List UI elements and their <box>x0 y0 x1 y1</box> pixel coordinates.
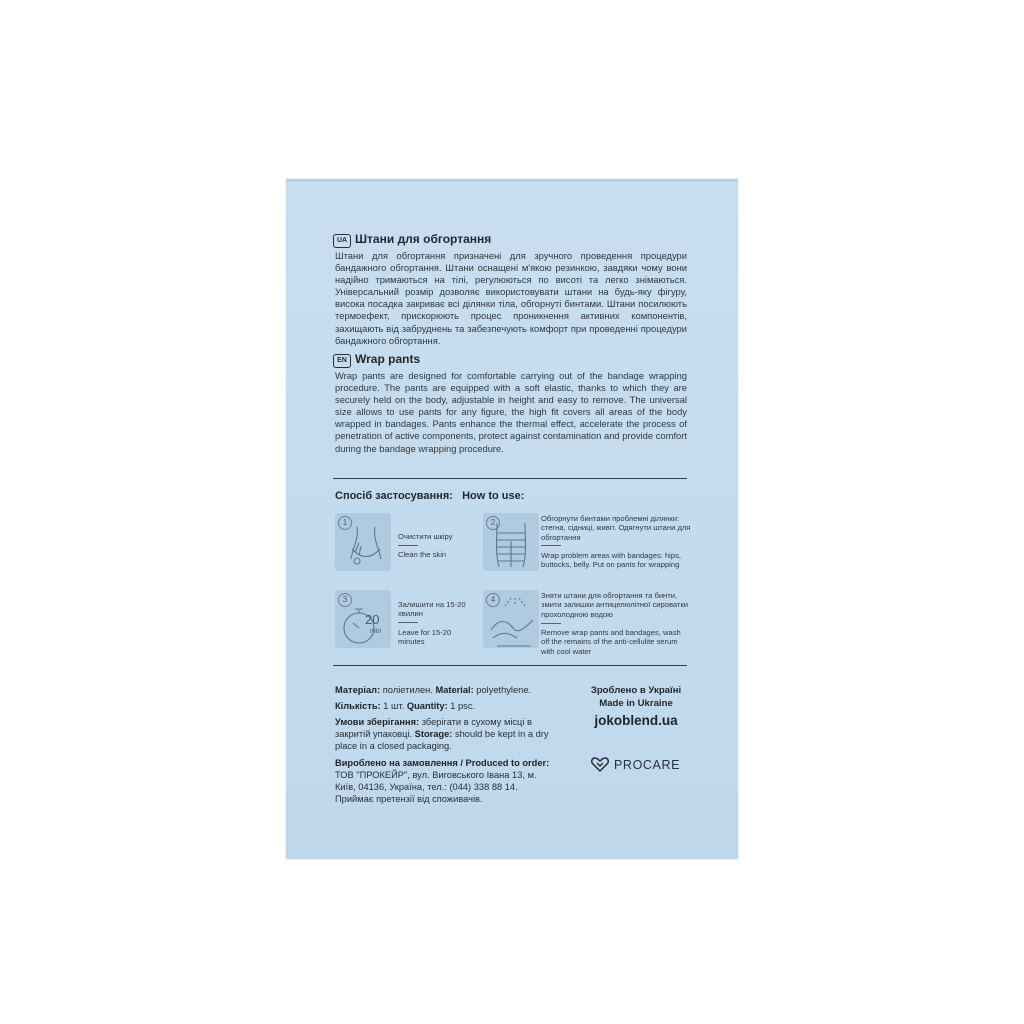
procare-brand <box>590 757 680 773</box>
brand-name: PROCARE <box>614 758 681 772</box>
ua-description: Штани для обгортання призначені для зручного проведення процедури бандажного обгортання. Штани оснащені м'якою резинкою, завдяки чому вони надійно тримаються на тілі, регулюються по висоті та легко знімаються. Універсальний розмір дозволяє використовувати штани на будь-яку фігуру, висока посадка закриває всі ділянки тіла, обгорнуті бинтами. Штани посилюють термоефект, прискорюють процес проникнення активних компонентів, захищають від забруднень та забезпечують комфорт при проведенні процедури бандажного обгортання. <box>335 250 687 346</box>
step-4-ua: Зняти штани для обгортання та бинти, змити залишки антицелюлітної сироватки прохолодною водою <box>541 591 689 619</box>
ua-badge: UA <box>333 234 351 248</box>
en-description: Wrap pants are designed for comfortable carrying out of the bandage wrapping procedure. The pants are equipped with a soft elastic, thanks to which they are securely held on the body, adjustable in height and easy to remove. The universal size allows to use pants for any figure, the high fit covers all areas of the body wrapped in bandages. Pants enhance the thermal effect, accelerate the process of penetration of active components, protect against contamination and provide comfort during the bandage wrapping procedure. <box>335 370 687 454</box>
step-4-icon: 4 <box>483 590 539 648</box>
producer-info: Вироблено на замовлення / Produced to order: ТОВ "ПРОКЕЙР", вул. Виговського Івана 13, м. Київ, 04136, Україна, тел.: (044) 338 88 14. Приймає претензії від споживачів. <box>335 758 550 805</box>
step-1-ua: Очистити шкіру <box>398 532 453 541</box>
made-in-ukraine-ua: Зроблено в Україні <box>590 685 682 696</box>
step-2-rule <box>541 545 561 546</box>
ua-title: Штани для обгортання <box>355 232 492 246</box>
step-2-en: Wrap problem areas with bandages: hips, buttocks, belly. Put on pants for wrapping <box>541 551 681 570</box>
step-3-en: Leave for 15-20 minutes <box>398 628 452 647</box>
step-3-rule <box>398 622 418 623</box>
step-2-ua: Обгорнути бинтами проблемні ділянки: стегна, сідниці, живіт. Одягнути штани для обгортання <box>541 514 691 542</box>
step-3-icon: 3 20 min <box>335 590 391 648</box>
step-4-en: Remove wrap pants and bandages, wash off the remains of the anti-cellulite serum with cool water <box>541 628 681 656</box>
step-1-rule <box>398 545 418 546</box>
step-2-icon: 2 <box>483 513 539 571</box>
made-in-ukraine-en: Made in Ukraine <box>599 698 673 709</box>
timer-unit: min <box>370 628 382 635</box>
website-url: jokoblend.ua <box>594 713 678 728</box>
how-to-use-heading: Спосіб застосування: How to use: <box>335 490 525 502</box>
quantity-info: Кількість: 1 шт. Quantity: 1 psc. <box>335 701 476 711</box>
divider-2 <box>333 665 687 666</box>
en-badge: EN <box>333 354 351 368</box>
step-3-ua: Залишити на 15-20 хвилин <box>398 600 466 619</box>
step-1-en: Clean the skin <box>398 550 447 559</box>
storage-info: Умови зберігання: зберігати в сухому місці в закритій упаковці. Storage: should be kept in a dry place in a closed packaging. <box>335 717 549 752</box>
step-4-rule <box>541 623 561 624</box>
material-info: Матеріал: поліетилен. Material: polyethylene. <box>335 685 532 695</box>
step-1-icon: 1 <box>335 513 391 571</box>
en-title: Wrap pants <box>355 352 421 366</box>
timer-value: 20 <box>365 612 380 627</box>
divider <box>333 478 687 479</box>
procare-logo-icon <box>590 757 610 773</box>
